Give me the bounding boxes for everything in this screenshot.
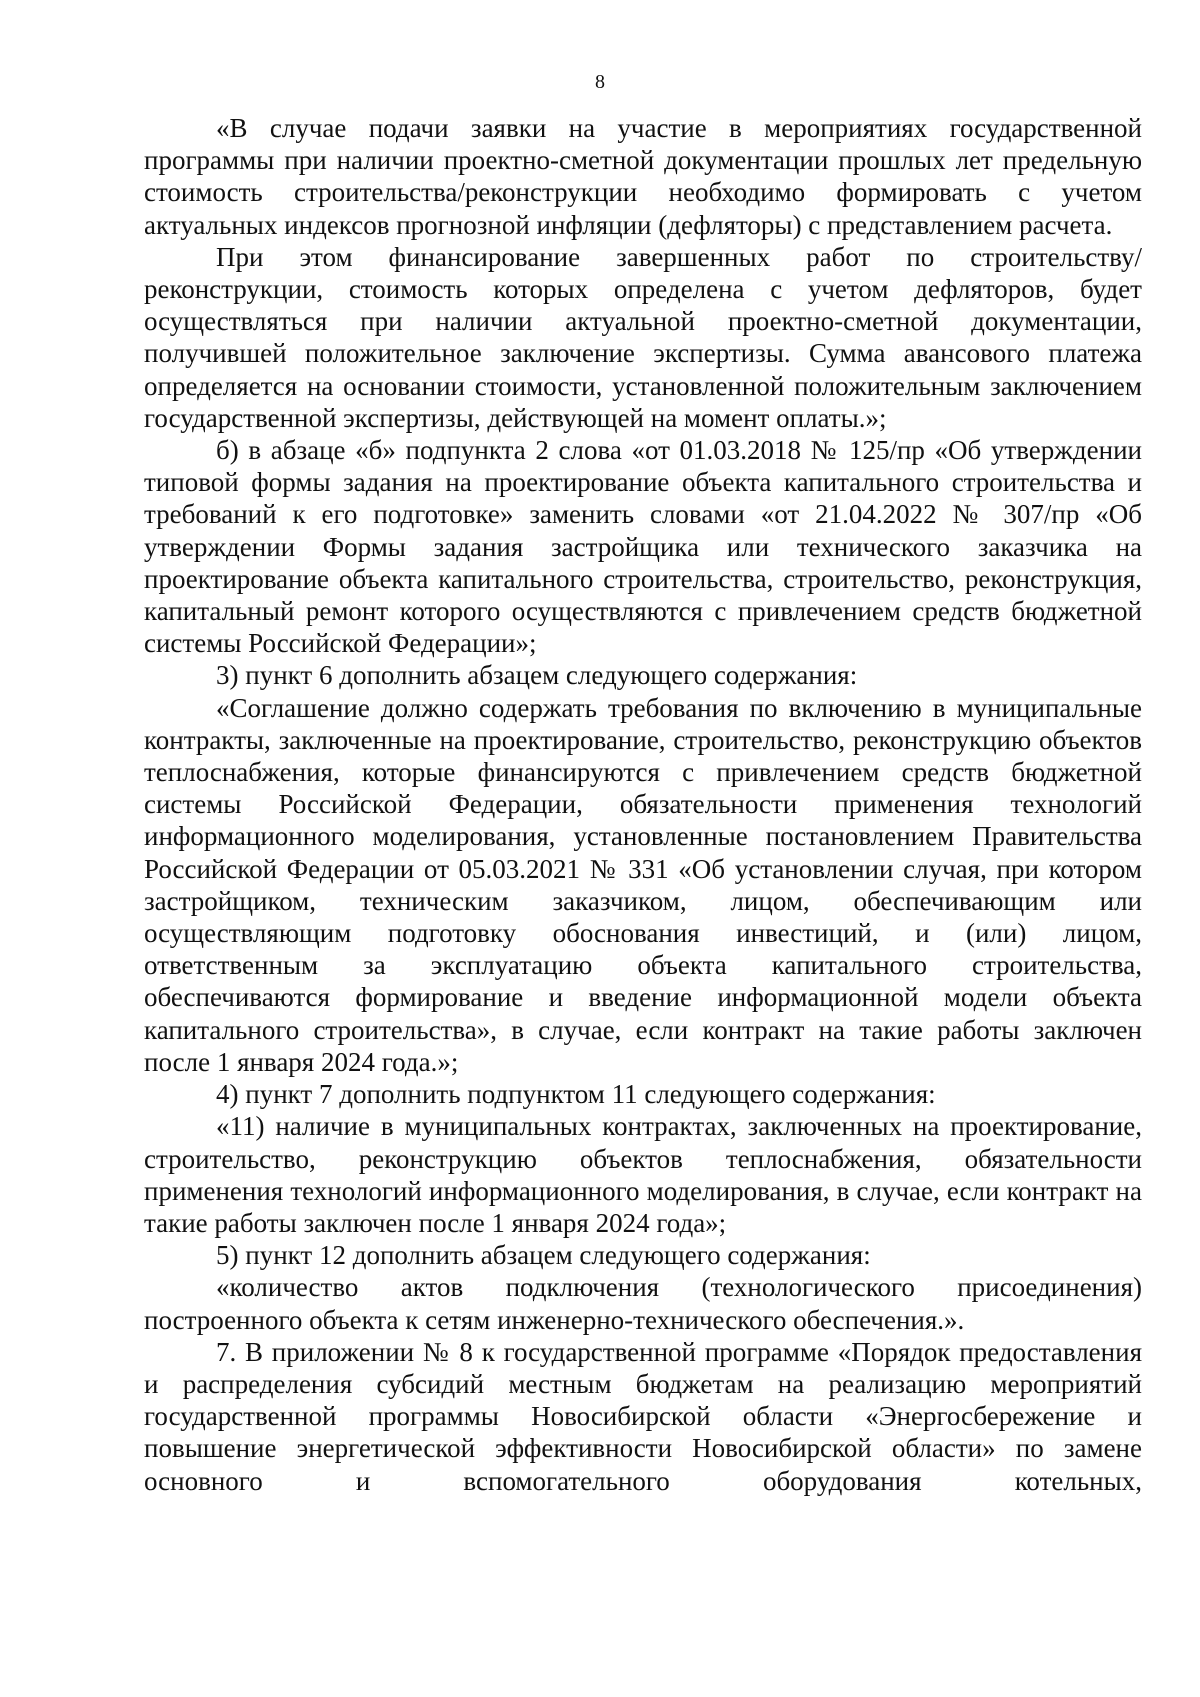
paragraph-amendment-b: б) в абзаце «б» подпункта 2 слова «от 01.03.2018 № 125/пр «Об утверждении типовой формы задания на проектирование объекта капитального строительства и требований к его подготовке» заменить словами «от 21.04.2022 № 307/пр «Об утверждении Формы задания застройщика или технического заказчика на проектирование объекта капитального строительства, строительство, реконструкция, капитальный ремонт которого осуществляются с привлечением средств бюджетной системы Российской Федерации»; (144, 435, 1142, 659)
paragraph-connection-acts: «количество актов подключения (технологического присоединения) построенного объекта к сетям инженерно-технического обеспечения.». (144, 1272, 1142, 1335)
paragraph-agreement-requirements: «Соглашение должно содержать требования по включению в муниципальные контракты, заключенные на проектирование, строительство, реконструкцию объектов теплоснабжения, которые финансируются с привлечением средств бюджетной системы Российской Федерации, обязательности применения технологий информационного моделирования, установленные постановлением Правительства Российской Федерации от 05.03.2021 № 331 «Об установлении случая, при котором застройщиком, техническим заказчиком, лицом, обеспечивающим или осуществляющим подготовку обоснования инвестиций, и (или) лицом, ответственным за эксплуатацию объекта капитального строительства, обеспечиваются формирование и введение информационной модели объекта капитального строительства», в случае, если контракт на такие работы заключен после 1 января 2024 года.»; (144, 692, 1142, 1077)
paragraph-subitem-11: «11) наличие в муниципальных контрактах, заключенных на проектирование, строительство, реконструкцию объектов теплоснабжения, обязательности применения технологий информационного моделирования, в случае, если контракт на такие работы заключен после 1 января 2024 года»; (144, 1111, 1142, 1238)
paragraph-appendix-8: 7. В приложении № 8 к государственной программе «Порядок предоставления и распределения субсидий местным бюджетам на реализацию мероприятий государственной программы Новосибирской области «Энергосбережение и повышение энергетической эффективности Новосибирской области» по замене основного и вспомогательного оборудования котельных, (144, 1336, 1142, 1496)
paragraph-amendment-3: 3) пункт 6 дополнить абзацем следующего содержания: (216, 660, 858, 691)
paragraph-financing-completed-works: При этом финансирование завершенных работ по строительству/реконструкции, стоимость которых определена с учетом дефляторов, будет осуществляться при наличии актуальной проектно-сметной документации, получившей положительное заключение экспертизы. Сумма авансового платежа определяется на основании стоимости, установленной положительным заключением государственной экспертизы, действующей на момент оплаты.»; (144, 241, 1142, 433)
paragraph-amendment-5: 5) пункт 12 дополнить абзацем следующего содержания: (216, 1240, 871, 1271)
paragraph-amendment-4: 4) пункт 7 дополнить подпунктом 11 следующего содержания: (216, 1079, 936, 1110)
paragraph-inflation-rule: «В случае подачи заявки на участие в мероприятиях государственной программы при наличии проектно-сметной документации прошлых лет предельную стоимость строительства/реконструкции необходимо формировать с учетом актуальных индексов прогнозной инфляции (дефляторы) с представлением расчета. (144, 113, 1142, 240)
document-body (144, 112, 1142, 1497)
page-number: 8 (595, 71, 605, 93)
